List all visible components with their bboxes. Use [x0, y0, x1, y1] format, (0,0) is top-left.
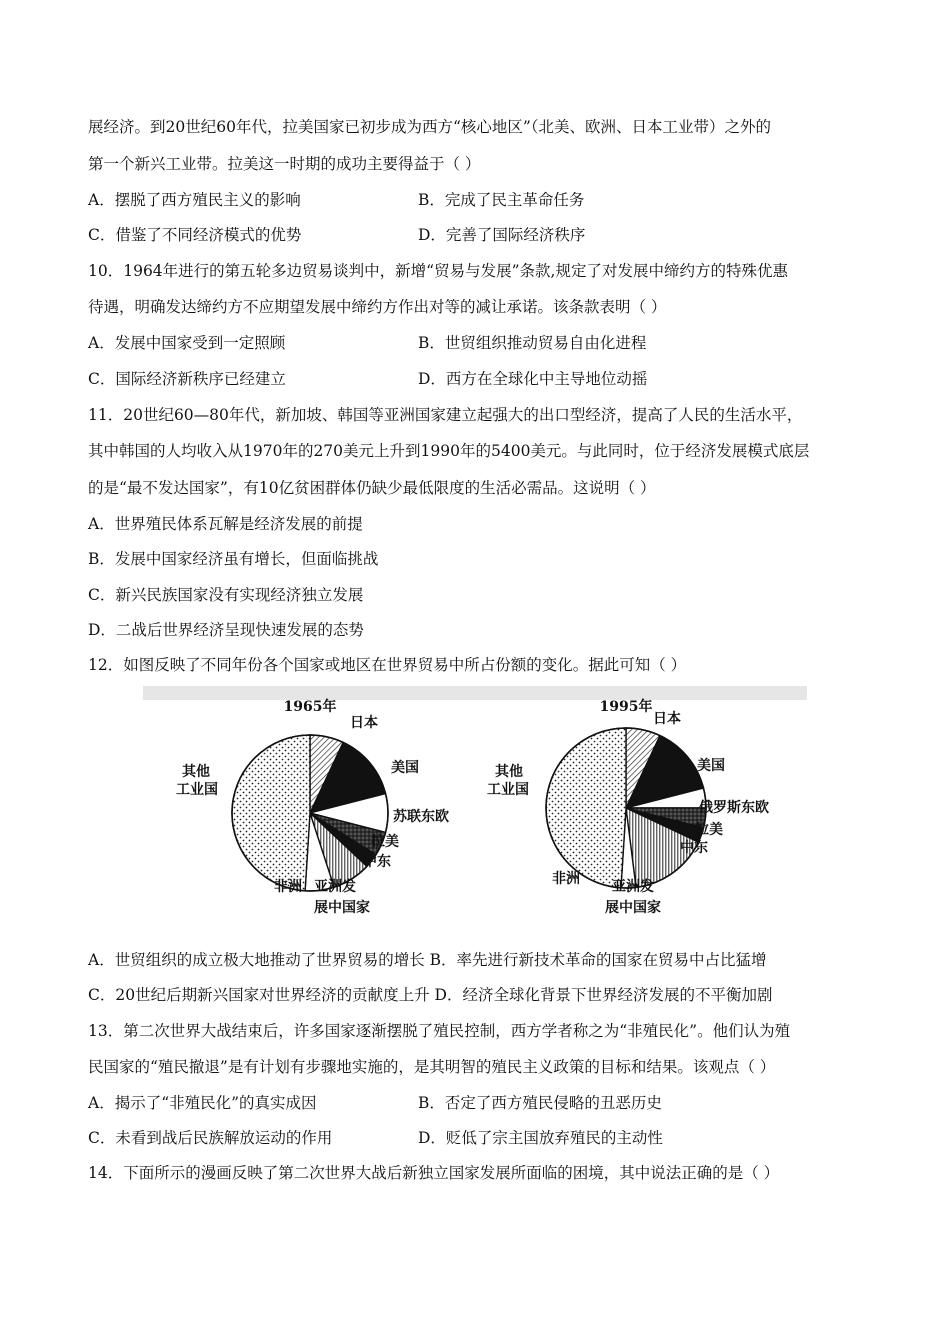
pie-1995: [546, 728, 706, 888]
q12-options-row2[interactable]: C．20世纪后期新兴国家对世界经济的贡献度上升 D．经济全球化背景下世界经济发展的不平衡加剧: [88, 986, 773, 1004]
pie-1995-label-africa: 非洲: [552, 871, 580, 887]
pie-1995-title: 1995年: [599, 699, 653, 715]
pie-charts-svg: [143, 686, 807, 918]
q11-option-a[interactable]: A．世界殖民体系瓦解是经济发展的前提: [88, 515, 363, 533]
q13-stem-line1: 13．第二次世界大战结束后，许多国家逐渐摆脱了殖民控制，西方学者称之为“非殖民化”。他们认为殖: [88, 1022, 791, 1040]
q14-stem-line1: 14．下面所示的漫画反映了第二次世界大战后新独立国家发展所面临的困境，其中说法正确的是（ ）: [88, 1164, 780, 1182]
trade-share-pie-charts: [143, 686, 807, 918]
pie-1965-label-ussr: 苏联东欧: [393, 809, 449, 825]
pie-1995-label-japan: 日本: [653, 711, 681, 727]
q9-option-d[interactable]: D．完善了国际经济秩序: [418, 226, 586, 244]
pie-1995-label-other-1: 其他: [495, 764, 523, 780]
q11-stem-line2: 其中韩国的人均收入从1970年的270美元上升到1990年的5400美元。与此同时，位于经济发展模式底层: [88, 442, 810, 460]
pie-1965-label-japan: 日本: [350, 715, 378, 731]
q9-stem-line1: 展经济。到20世纪60年代，拉美国家已初步成为西方“核心地区”（北美、欧洲、日本工业带）之外的: [88, 118, 772, 136]
pie-1995-label-russia: 俄罗斯东欧: [699, 800, 769, 816]
q13-option-a[interactable]: A．揭示了“非殖民化”的真实成因: [88, 1094, 317, 1112]
q9-stem-line2: 第一个新兴工业带。拉美这一时期的成功主要得益于（ ）: [88, 155, 481, 173]
pie-1965-label-other-1: 其他: [182, 764, 210, 780]
q11-option-c[interactable]: C．新兴民族国家没有实现经济独立发展: [88, 586, 364, 604]
q9-option-b[interactable]: B．完成了民主革命任务: [418, 191, 585, 209]
q9-option-c[interactable]: C．借鉴了不同经济模式的优势: [88, 226, 302, 244]
pie-1995-label-other-2: 工业国: [487, 782, 529, 798]
q11-stem-line3: 的是“最不发达国家”，有10亿贫困群体仍缺少最低限度的生活必需品。这说明（ ）: [88, 479, 656, 497]
pie-1995-slice-7: [546, 728, 626, 888]
pie-1965-title: 1965年: [283, 699, 337, 715]
q11-stem-line1: 11．20世纪60—80年代，新加坡、韩国等亚洲国家建立起强大的出口型经济，提高了人民的生活水平，: [88, 406, 803, 424]
pie-1965-label-africa: 非洲: [274, 879, 302, 895]
chart-top-band: [143, 686, 807, 700]
q11-option-b[interactable]: B．发展中国家经济虽有增长，但面临挑战: [88, 550, 379, 568]
pie-1995-label-latam: 拉美: [695, 822, 723, 838]
q13-option-b[interactable]: B．否定了西方殖民侵略的丑恶历史: [418, 1094, 662, 1112]
pie-1995-label-usa: 美国: [697, 758, 725, 774]
q11-option-d[interactable]: D．二战后世界经济呈现快速发展的态势: [88, 621, 364, 639]
pie-1965-label-asia-1: 亚洲发: [314, 879, 356, 895]
q10-option-a[interactable]: A．发展中国家受到一定照顾: [88, 334, 286, 352]
pie-1965-slice-7: [232, 735, 310, 891]
q13-stem-line2: 民国家的“殖民撤退”是有计划有步骤地实施的，是其明智的殖民主义政策的目标和结果。该观点（ ）: [88, 1058, 776, 1076]
pie-1965-label-latam: 拉美: [371, 834, 399, 850]
pie-1995-label-mideast: 中东: [680, 840, 708, 856]
q12-stem-line1: 12．如图反映了不同年份各个国家或地区在世界贸易中所占份额的变化。据此可知（ ）: [88, 656, 687, 674]
pie-1965-label-other-2: 工业国: [176, 782, 218, 798]
q10-stem-line2: 待遇，明确发达缔约方不应期望发展中缔约方作出对等的减让承诺。该条款表明（ ）: [88, 298, 667, 316]
q13-option-c[interactable]: C．未看到战后民族解放运动的作用: [88, 1129, 333, 1147]
q10-option-d[interactable]: D．西方在全球化中主导地位动摇: [418, 370, 648, 388]
pie-1995-label-asia-1: 亚洲发: [612, 879, 654, 895]
q10-option-b[interactable]: B．世贸组织推动贸易自由化进程: [418, 334, 647, 352]
pie-1995-label-asia-2: 展中国家: [605, 900, 661, 916]
q10-stem-line1: 10．1964年进行的第五轮多边贸易谈判中，新增“贸易与发展”条款,规定了对发展中缔约方的特殊优惠: [88, 262, 788, 280]
q10-option-c[interactable]: C．国际经济新秩序已经建立: [88, 370, 286, 388]
pie-1965-label-asia-2: 展中国家: [314, 900, 370, 916]
q13-option-d[interactable]: D．贬低了宗主国放弃殖民的主动性: [418, 1129, 663, 1147]
q12-options-row1[interactable]: A．世贸组织的成立极大地推动了世界贸易的增长 B．率先进行新技术革命的国家在贸易中占比猛增: [88, 951, 767, 969]
pie-1965-label-usa: 美国: [391, 760, 419, 776]
pie-1965-label-mideast: 中东: [363, 854, 391, 870]
q9-option-a[interactable]: A．摆脱了西方殖民主义的影响: [88, 191, 301, 209]
